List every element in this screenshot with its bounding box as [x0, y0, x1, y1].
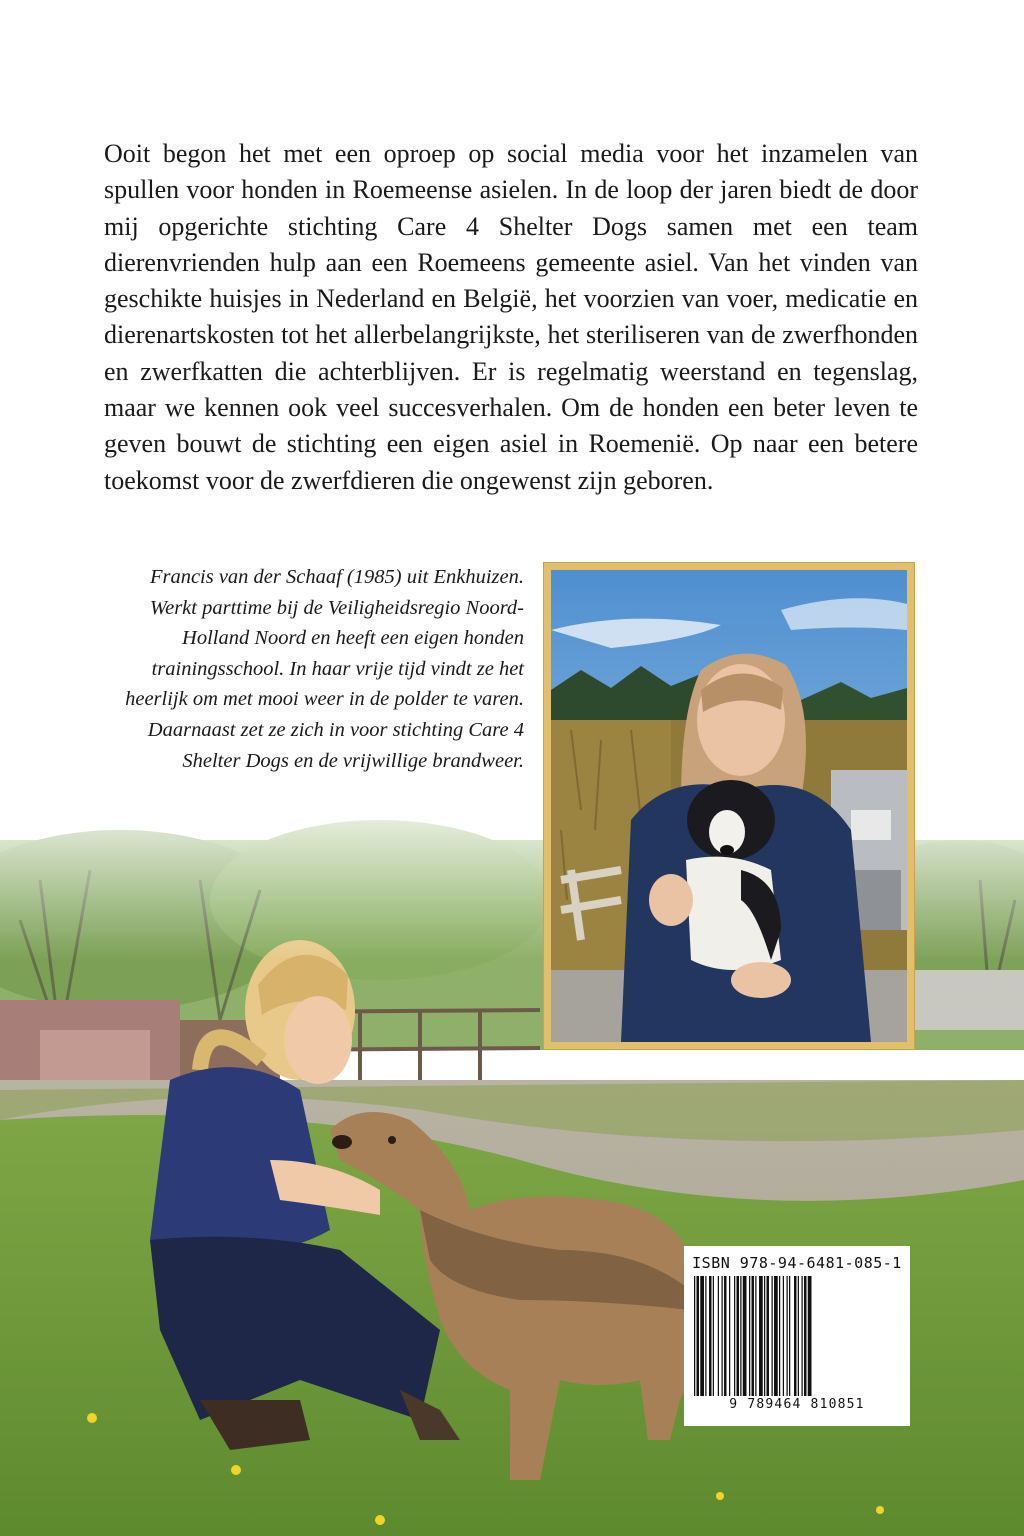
author-photo — [544, 563, 914, 1049]
barcode-digits: 9 789464 810851 — [729, 1397, 865, 1412]
author-bio: Francis van der Schaaf (1985) uit Enkhuizen. Werkt parttime bij de Veiligheidsregio Noord-Holland Noord en heeft een eigen honden trainingsschool. In haar vrije tijd vindt ze het heerlijk om met mooi weer in de polder te varen. Daarnaast zet ze zich in voor stichting Care 4 Shelter Dogs en de vrijwillige brandweer. — [125, 566, 524, 772]
book-blurb: Ooit begon het met een oproep op social media voor het inzamelen van spullen voor honden in Roemeense asielen. In de loop der jaren biedt de door mij opgerichte stichting Care 4 Shelter Dogs samen met een team dierenvrienden hulp aan een Roemeens gemeente asiel. Van het vinden van geschikte huisjes in Nederland en België, het voorzien van voer, medicatie en dierenartskosten tot het allerbelangrijkste, het steriliseren van de zwerfhonden en zwerfkatten die achterblijven. Er is regelmatig weerstand en tegenslag, maar we kennen ook veel succesverhalen. Om de honden een beter leven te geven bouwt de stichting een eigen asiel in Roemenië. Op naar een betere toekomst voor de zwerfdieren die ongewenst zijn geboren. — [104, 139, 918, 495]
isbn-label: ISBN 978-94-6481-085-1 — [692, 1254, 902, 1272]
isbn-barcode — [684, 1246, 910, 1426]
barcode-bars — [692, 1276, 902, 1396]
